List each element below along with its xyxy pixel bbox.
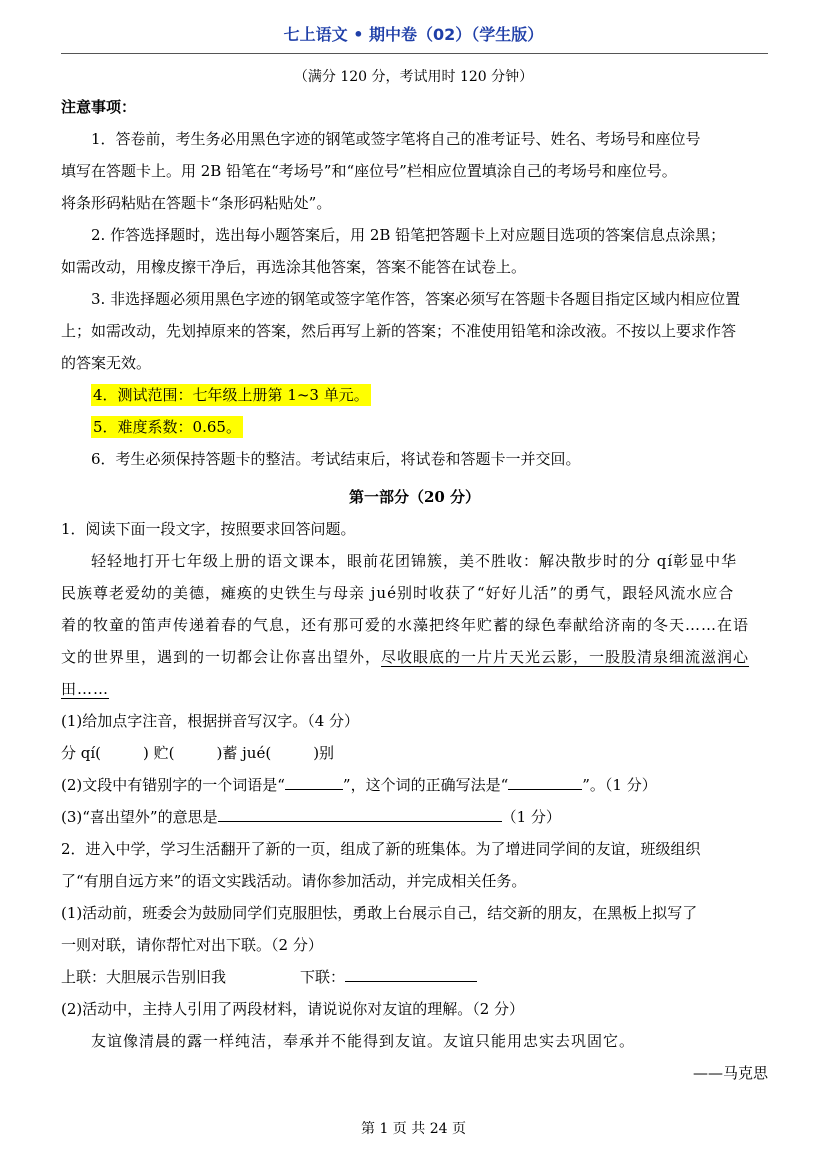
notice-section	[61, 91, 768, 475]
exam-info: （满分 120 分，考试用时 120 分钟）	[293, 69, 534, 85]
question-1-2-text-c: ”。（1 分）	[582, 776, 657, 794]
passage-line-4: 文的世界里，遇到的一切都会让你喜出望外，	[61, 648, 382, 666]
passage-line-5: 田……	[61, 680, 110, 698]
answer-blank-wrong-word[interactable]	[285, 771, 343, 790]
passage-underlined-sentence: 尽收眼底的一片片天光云影，一股股清泉细流滋润心	[381, 648, 750, 666]
passage-line-2: 民族尊老爱幼的美德，瘫痪的史铁生与母亲 jué别时收获了“好好儿活”的勇气，跟轻风流水应合	[61, 584, 735, 602]
question-1-3-text-b: （1 分）	[501, 808, 561, 826]
question-1-2-text-b: ”，这个词的正确写法是“	[342, 776, 509, 794]
question-1-3	[61, 801, 768, 833]
notice-item-1-line-1: 1．答卷前，考生务必用黑色字迹的钢笔或签字笔将自己的准考证号、姓名、考场号和座位号	[91, 130, 701, 148]
blank-label-qi: 分 qí(	[61, 744, 102, 762]
blank-label-bie: )别	[313, 744, 335, 762]
notice-item-2-line-2: 如需改动，用橡皮擦干净后，再选涂其他答案，答案不能答在试卷上。	[61, 258, 527, 276]
couplet-upper: 上联：大胆展示告别旧我	[61, 968, 227, 986]
notice-item-4: 4．测试范围：七年级上册第 1~3 单元。	[93, 386, 369, 404]
question-1-2	[61, 769, 768, 801]
answer-blank-couplet[interactable]	[345, 963, 477, 982]
notice-item-1-line-3: 将条形码粘贴在答题卡“条形码粘贴处”。	[61, 194, 332, 212]
question-2-2: (2)活动中，主持人引用了两段材料，请说说你对友谊的理解。（2 分）	[61, 1000, 525, 1018]
couplet-row	[61, 961, 768, 993]
notice-item-3-line-1: 3. 非选择题必须用黑色字迹的钢笔或签字笔作答，答案必须写在答题卡各题目指定区域内相应位置	[91, 290, 741, 308]
quote-author: ——马克思	[692, 1064, 768, 1082]
notice-item-6: 6．考生必须保持答题卡的整洁。考试结束后，将试卷和答题卡一并交回。	[91, 450, 581, 468]
header-rule	[61, 53, 768, 54]
answer-blank-correct-word[interactable]	[508, 771, 582, 790]
passage-line-3: 着的牧童的笛声传递着春的气息，还有那可爱的水藻把终年贮蓄的绿色奉献给济南的冬天……在语	[61, 616, 750, 634]
question-2-line-1: 2．进入中学，学习生活翻开了新的一页，组成了新的班集体。为了增进同学间的友谊，班级组织	[61, 840, 701, 858]
notice-item-2-line-1: 2. 作答选择题时，选出每小题答案后，用 2B 铅笔把答题卡上对应题目选项的答案信息点涂黑；	[91, 226, 726, 244]
part-1-heading: 第一部分（20 分）	[348, 488, 481, 506]
couplet-lower-label: 下联：	[300, 968, 346, 986]
question-2-line-2: 了“有朋自远方来”的语文实践活动。请你参加活动，并完成相关任务。	[61, 872, 527, 890]
passage-line-1: 轻轻地打开七年级上册的语文课本，眼前花团锦簇，美不胜收：解决散步时的分 qí彰显中华	[91, 552, 738, 570]
notice-item-1-line-2: 填写在答题卡上。用 2B 铅笔在“考场号”和“座位号”栏相应位置填涂自己的考场号和座位号。	[61, 162, 677, 180]
quote-text: 友谊像清晨的露一样纯洁，奉承并不能得到友谊。友谊只能用忠实去巩固它。	[91, 1032, 636, 1050]
question-1-1: (1)给加点字注音，根据拼音写汉字。（4 分）	[61, 712, 360, 730]
blank-label-zhu: ) 贮(	[143, 744, 175, 762]
question-1-1-blanks	[61, 737, 768, 769]
notice-item-5: 5．难度系数：0.65。	[93, 418, 241, 436]
page-title: 七上语文 • 期中卷（02）（学生版）	[283, 25, 544, 44]
question-1-stem: 1．阅读下面一段文字，按照要求回答问题。	[61, 520, 356, 538]
question-1-2-text-a: (2)文段中有错别字的一个词语是“	[61, 776, 285, 794]
answer-blank-meaning[interactable]	[218, 803, 502, 822]
page-number: 第 1 页 共 24 页	[361, 1121, 466, 1137]
notice-heading: 注意事项：	[61, 98, 137, 116]
question-1-3-text-a: (3)“喜出望外”的意思是	[61, 808, 218, 826]
part-1-section	[61, 481, 768, 1089]
notice-item-3-line-2: 上；如需改动，先划掉原来的答案，然后再写上新的答案；不准使用铅笔和涂改液。不按以上要求作答	[61, 322, 737, 340]
blank-label-jue: )蓄 jué(	[216, 744, 272, 762]
question-2-1-line-2: 一则对联，请你帮忙对出下联。（2 分）	[61, 936, 323, 954]
notice-item-3-line-3: 的答案无效。	[61, 354, 152, 372]
question-2-1-line-1: (1)活动前，班委会为鼓励同学们克服胆怯，勇敢上台展示自己，结交新的朋友，在黑板上拟写了	[61, 904, 698, 922]
